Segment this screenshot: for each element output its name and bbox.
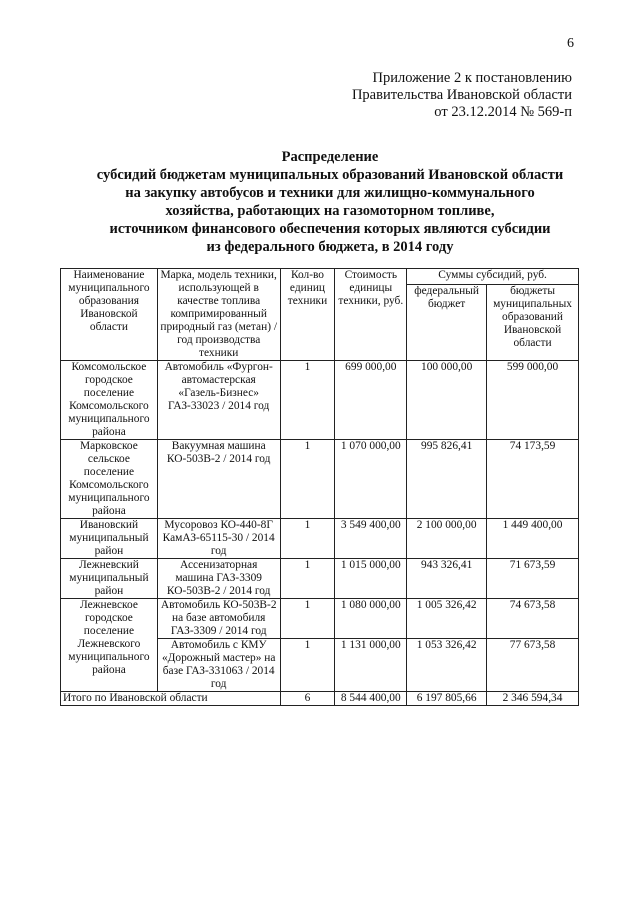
cell-local: 74 673,58 [487, 599, 579, 639]
cell-count: 1 [280, 440, 335, 519]
cell-municipality: Комсомольское городское поселение Комсомольского муниципального района [61, 361, 158, 440]
cell-count: 1 [280, 639, 335, 692]
cell-federal: 2 100 000,00 [407, 519, 487, 559]
appendix-line: Правительства Ивановской области [351, 87, 572, 103]
table-row [61, 599, 579, 639]
cell-municipality: Лежневское городское поселение Лежневского муниципального района [61, 599, 158, 692]
page-number: 6 [567, 36, 574, 51]
header-cost: Стоимость единицы техники, руб. [335, 269, 407, 361]
cell-municipality: Лежневский муниципальный район [61, 559, 158, 599]
table-row [61, 559, 579, 599]
cell-count: 1 [280, 519, 335, 559]
cell-model: Автомобиль «Фургон-автомастерская «Газель-Бизнес» ГАЗ-33023 / 2014 год [157, 361, 280, 440]
title-line: Распределение [281, 149, 379, 165]
table-row [61, 519, 579, 559]
header-count: Кол-во единиц техники [280, 269, 335, 361]
appendix-line: от 23.12.2014 № 569-п [434, 104, 572, 120]
cell-local: 74 173,59 [487, 440, 579, 519]
header-federal: федеральный бюджет [407, 285, 487, 361]
header-municipality: Наименование муниципального образования Ивановской области [61, 269, 158, 361]
table-row [61, 440, 579, 519]
title-line: на закупку автобусов и техники для жилищно-коммунального [125, 185, 535, 201]
cell-model: Вакуумная машина КО-503В-2 / 2014 год [157, 440, 280, 519]
total-label: Итого по Ивановской области [61, 692, 281, 706]
cell-federal: 100 000,00 [407, 361, 487, 440]
subsidy-distribution-table [60, 268, 579, 706]
total-count: 6 [280, 692, 335, 706]
appendix-line: Приложение 2 к постановлению [372, 70, 572, 86]
cell-count: 1 [280, 361, 335, 440]
cell-local: 599 000,00 [487, 361, 579, 440]
cell-federal: 995 826,41 [407, 440, 487, 519]
header-model: Марка, модель техники, использующей в качестве топлива компримированный природный газ (метан) / год производства техники [157, 269, 280, 361]
header-local: бюджеты муниципальных образований Ивановской области [487, 285, 579, 361]
cell-cost: 1 070 000,00 [335, 440, 407, 519]
cell-local: 71 673,59 [487, 559, 579, 599]
title-line: хозяйства, работающих на газомоторном топливе, [165, 203, 495, 219]
cell-cost: 3 549 400,00 [335, 519, 407, 559]
title-line: субсидий бюджетам муниципальных образований Ивановской области [96, 167, 564, 183]
cell-municipality: Ивановский муниципальный район [61, 519, 158, 559]
cell-model: Ассенизаторная машина ГАЗ-3309 КО-503В-2 / 2014 год [157, 559, 280, 599]
total-cost: 8 544 400,00 [335, 692, 407, 706]
cell-count: 1 [280, 559, 335, 599]
cell-model: Автомобиль с КМУ «Дорожный мастер» на базе ГАЗ-331063 / 2014 год [157, 639, 280, 692]
cell-count: 1 [280, 599, 335, 639]
header-subsidies: Суммы субсидий, руб. [407, 269, 579, 285]
table-row [61, 361, 579, 440]
table-header-row [61, 269, 579, 285]
cell-municipality: Марковское сельское поселение Комсомольского муниципального района [61, 440, 158, 519]
total-federal: 6 197 805,66 [407, 692, 487, 706]
title-line: источником финансового обеспечения которых являются субсидии [109, 221, 551, 237]
cell-model: Мусоровоз КО-440-8Г КамАЗ-65115-30 / 2014 год [157, 519, 280, 559]
cell-local: 77 673,58 [487, 639, 579, 692]
appendix-header [352, 70, 572, 121]
document-title [60, 148, 600, 256]
cell-federal: 943 326,41 [407, 559, 487, 599]
cell-cost: 1 015 000,00 [335, 559, 407, 599]
cell-local: 1 449 400,00 [487, 519, 579, 559]
total-local: 2 346 594,34 [487, 692, 579, 706]
table-total-row [61, 692, 579, 706]
cell-cost: 699 000,00 [335, 361, 407, 440]
cell-cost: 1 131 000,00 [335, 639, 407, 692]
title-line: из федерального бюджета, в 2014 году [206, 239, 454, 255]
cell-model: Автомобиль КО-503В-2 на базе автомобиля ГАЗ-3309 / 2014 год [157, 599, 280, 639]
cell-federal: 1 005 326,42 [407, 599, 487, 639]
cell-cost: 1 080 000,00 [335, 599, 407, 639]
cell-federal: 1 053 326,42 [407, 639, 487, 692]
